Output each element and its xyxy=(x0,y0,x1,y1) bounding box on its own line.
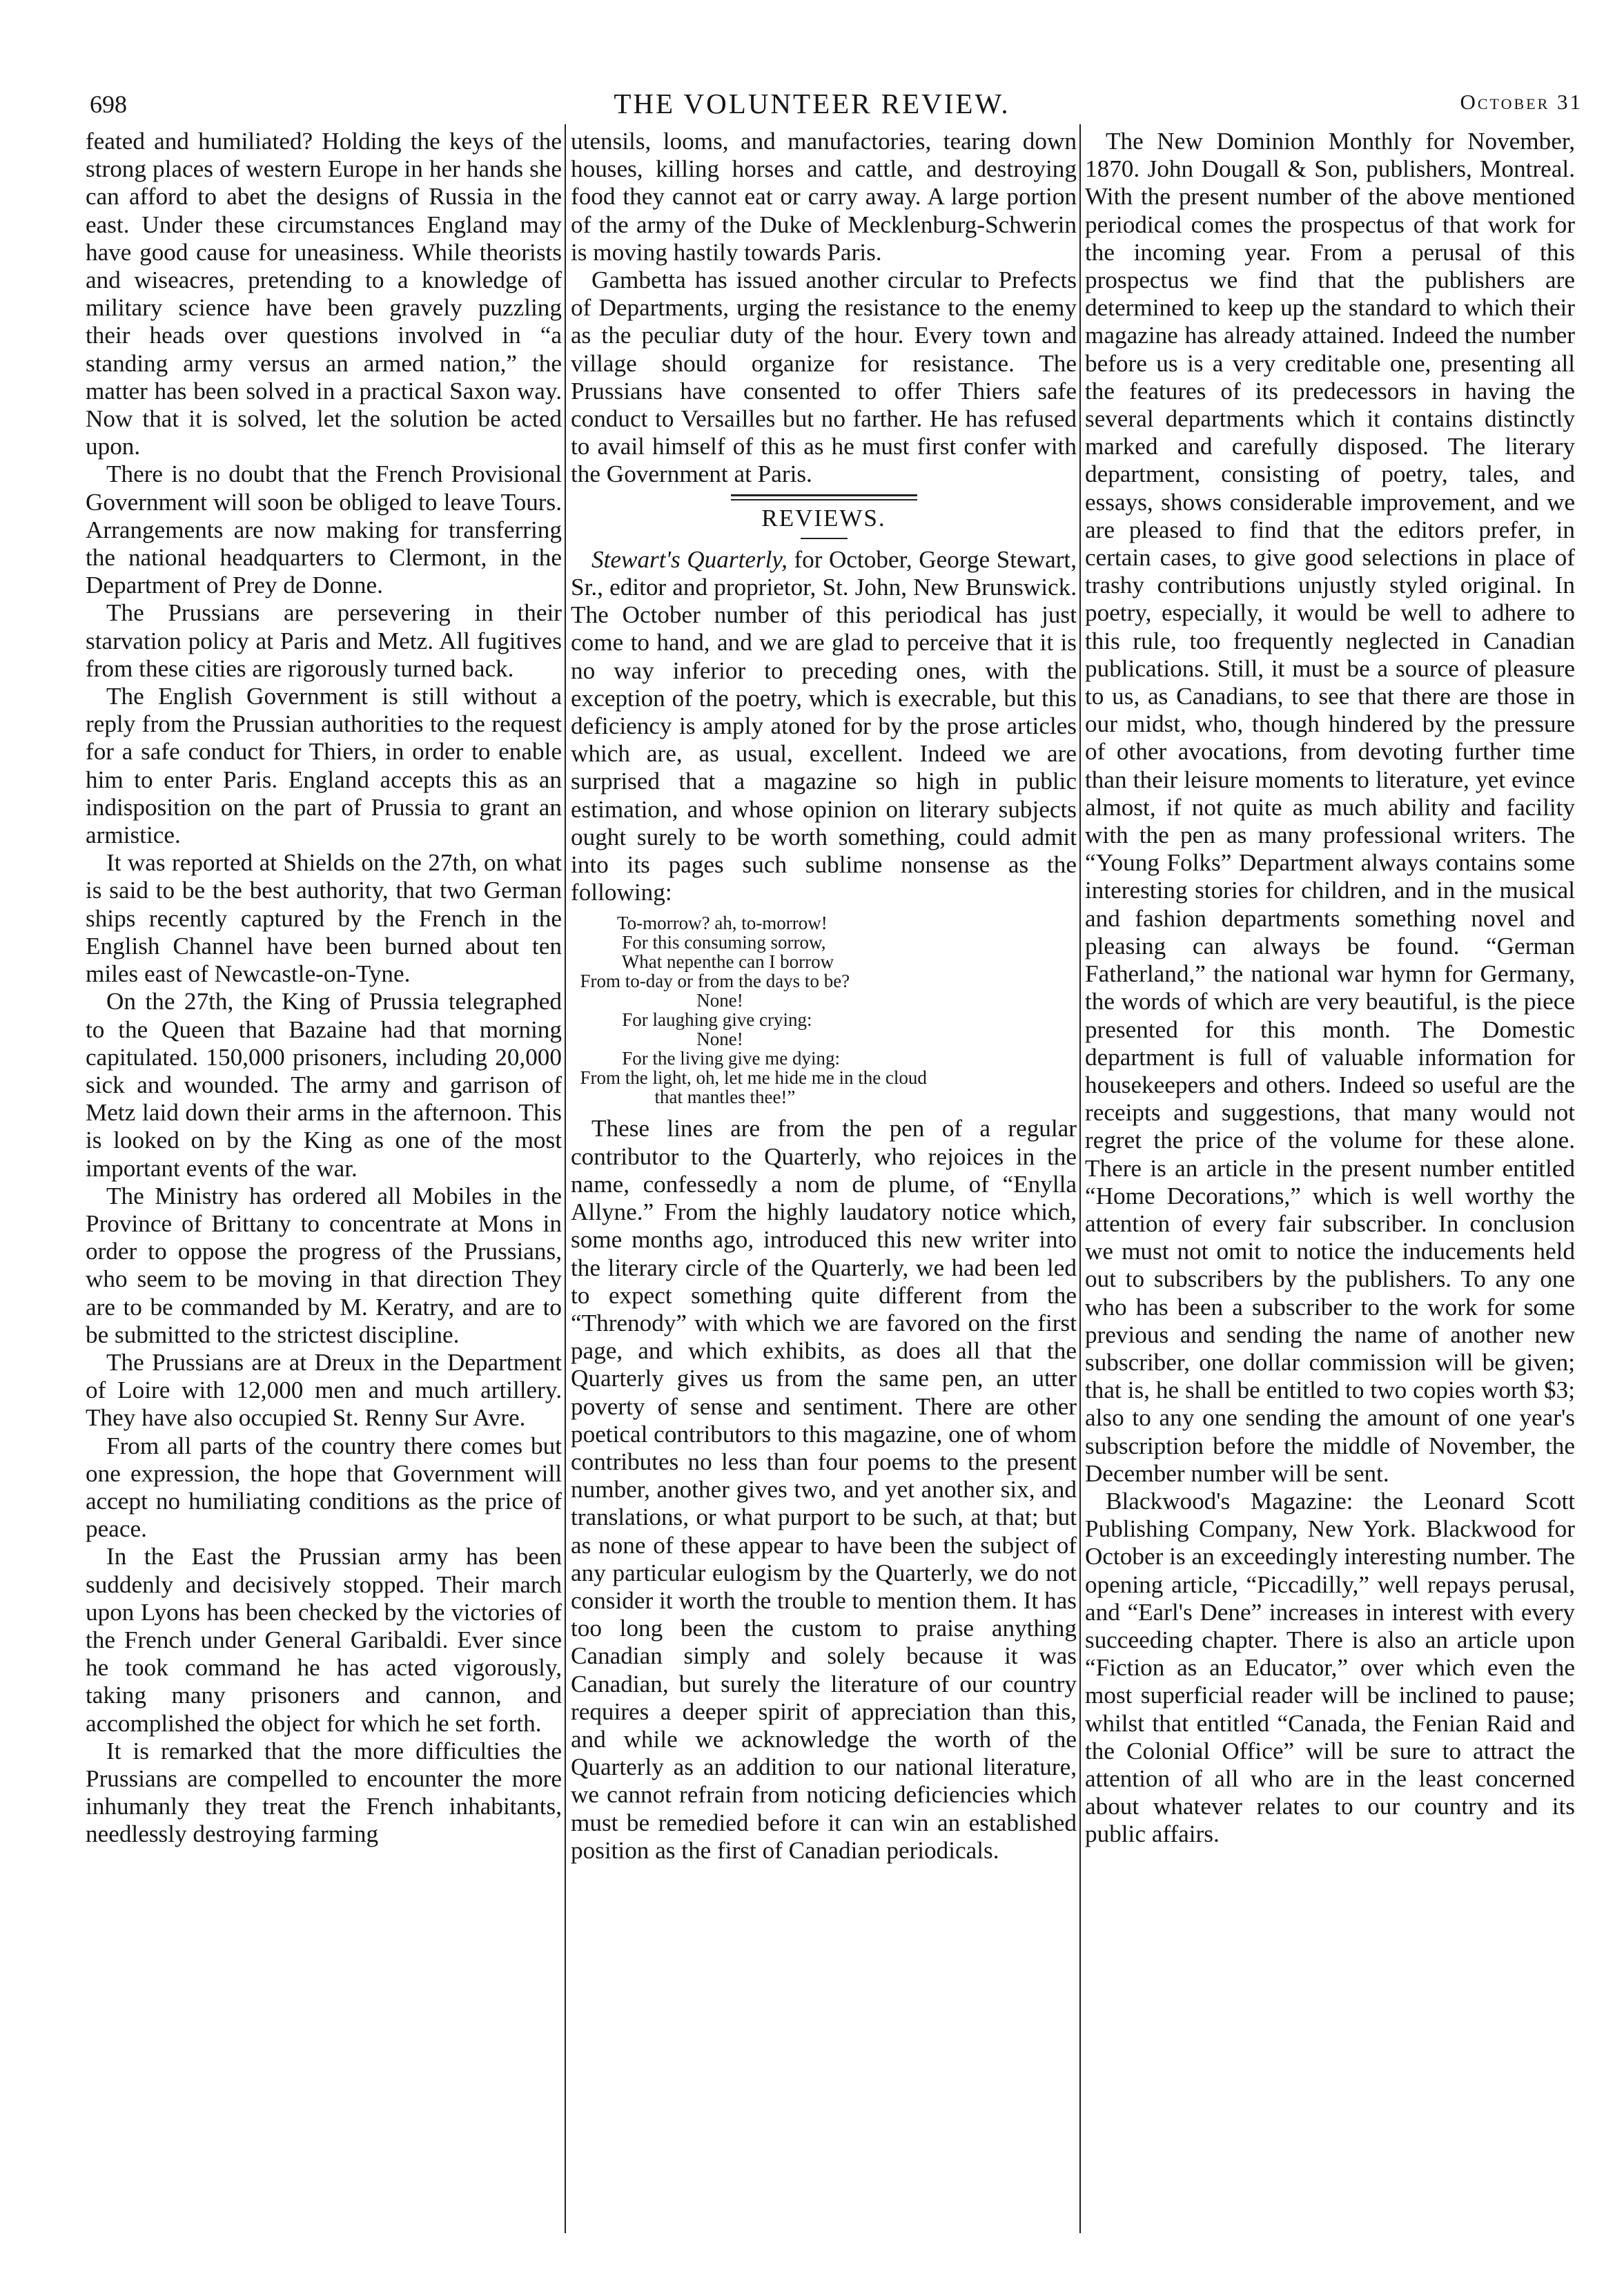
paragraph: It was reported at Shields on the 27th, on what is said to be the best authority, that two German ships recently captured by the French in the English Channel have been burned about ten miles east of Newcastle-on-Tyne. xyxy=(86,849,562,988)
review-stewarts-quarterly xyxy=(571,546,1077,907)
verse-line: None! xyxy=(571,1029,743,1050)
verse-line: For the living give me dying: xyxy=(571,1048,840,1069)
paragraph: In the East the Prussian army has been suddenly and decisively stopped. Their march upon Lyons has been checked by the victories of the French under General Garibaldi. Ever since he took command he has acted vigorously, taking many prisoners and cannon, and accomplished the object for which he set forth. xyxy=(86,1543,562,1737)
column-one xyxy=(86,128,562,1849)
verse-line: To-morrow? ah, to-morrow! xyxy=(571,913,828,934)
verse-line: From the light, oh, let me hide me in the cloud xyxy=(571,1067,927,1089)
column-divider-right xyxy=(1079,124,1081,2233)
ornament-rule xyxy=(731,494,917,496)
review-new-dominion-monthly: The New Dominion Monthly for November, 1870. John Dougall & Son, publishers, Montreal. With the present number of the above mentioned periodical comes the prospectus of that work for the incoming year. From a perusal of this prospectus we find that the publishers are determined to keep up the standard to which their magazine has already attained. Indeed the number before us is a very creditable one, presenting all the features of its predecessors in having the several departments which it contains distinctly marked and carefully disposed. The literary department, consisting of poetry, tales, and essays, shows considerable improvement, and we are pleased to find that the editors prefer, in certain cases, to give good selections in place of trashy contributions unjustly styled original. In poetry, especially, it would be well to adhere to this rule, too frequently neglected in Canadian publications. Still, it must be a source of pleasure to us, as Canadians, to see that there are those in our midst, who, though hindered by the pressure of other avocations, from devoting further time than their leisure moments to literature, yet evince almost, if not quite as much ability and facility with the pen as many professional writers. The “Young Folks” Department always contains some interesting stories for children, and in the musical and fashion departments something novel and pleasing can always be found. “German Fatherland,” the national war hymn for Germany, the words of which are very beautiful, is the piece presented for this month. The Domestic department is full of valuable information for housekeepers and others. Indeed so useful are the receipts and suggestions, that many would not regret the price of the volume for these alone. There is an article in the present number entitled “Home Decorations,” which is well worthy the attention of every fair subscriber. In conclusion we must not omit to notice the inducements held out to subscribers by the publishers. To any one who has been a subscriber to the work for some previous and sending the name of another new subscriber, one dollar commission will be given; that is, he shall be entitled to two copies worth $3; also to any one sending the amount of one year's subscription before the middle of November, the December number will be sent. xyxy=(1085,128,1575,1487)
paragraph: Gambetta has issued another circular to Prefects of Departments, urging the resistance to the enemy as the peculiar duty of the hour. Every town and village should organize for resistance. The Prussians have consented to offer Thiers safe conduct to Versailles but no farther. He has refused to avail himself of this as he must first confer with the Government at Paris. xyxy=(571,266,1077,488)
section-ornament xyxy=(571,494,1077,500)
verse-line: From to-day or from the days to be? xyxy=(571,971,850,992)
heading-rule xyxy=(801,538,848,539)
paragraph: These lines are from the pen of a regular contributor to the Quarterly, who rejoices in the name, confessedly a nom de plume, of “Enylla Allyne.” From the highly laudatory notice which, some months ago, introduced this new writer into the literary circle of the Quarterly, we had been led to expect something quite different from the “Threnody” with which we are favored on the first page, and which exhibits, as does all that the Quarterly gives us from the same pen, an utter poverty of sense and sentiment. There are other poetical contributors to this magazine, one of whom contributes no less than four poems to the present number, another gives two, and yet another six, and translations, or what purport to be such, at that; but as none of these appear to have been the subject of any particular eulogism by the Quarterly, we do not consider it worth the trouble to mention them. It has too long been the custom to praise anything Canadian simply and solely because it was Canadian, but surely the literature of our country requires a deeper spirit of appreciation than this, and while we acknowledge the worth of the Quarterly as an addition to our national literature, we cannot refrain from noticing deficiencies which must be remedied before it can win an established position as the first of Canadian periodicals. xyxy=(571,1115,1077,1864)
page-number: 698 xyxy=(90,90,127,118)
paragraph: feated and humiliated? Holding the keys of the strong places of western Europe in her hands she can afford to abet the designs of Russia in the east. Under these circumstances England may have good cause for uneasiness. While theorists and wiseacres, pretending to a knowledge of military science have been gravely puzzling their heads over questions involved in “a standing army versus an armed nation,” the matter has been solved in a practical Saxon way. Now that it is solved, let the solution be acted upon. xyxy=(86,128,562,460)
page-header xyxy=(0,0,1624,121)
issue-date: October 31 xyxy=(1460,90,1583,114)
paragraph: On the 27th, the King of Prussia telegraphed to the Queen that Bazaine had that morning capitulated. 150,000 prisoners, including 20,000 sick and wounded. The army and garrison of Metz laid down their arms in the afternoon. This is looked on by the King as one of the most important events of the war. xyxy=(86,988,562,1182)
column-three xyxy=(1085,128,1575,1849)
verse-line: that mantles thee!” xyxy=(571,1087,796,1108)
ornament-rule xyxy=(731,499,917,500)
quoted-verse xyxy=(571,913,1077,1107)
column-divider-left xyxy=(565,124,566,2233)
paragraph: The Ministry has ordered all Mobiles in the Province of Brittany to concentrate at Mons in order to oppose the progress of the Prussians, who seem to be moving in that direction They are to be commanded by M. Keratry, and are to be submitted to the strictest discipline. xyxy=(86,1182,562,1348)
review-intro: for October, George Stewart, Sr., editor and proprietor, St. John, New Brunswick. The October number of this periodical has just come to hand, and we are glad to perceive that it is no way inferior to preceding ones, with the exception of the poetry, which is execrable, but this deficiency is amply atoned for by the prose articles which are, as usual, excellent. Indeed we are surprised that a magazine so high in public estimation, and whose opinion on literary subjects ought surely to be worth something, could admit into its pages such sublime nonsense as the following: xyxy=(571,545,1077,906)
verse-line: None! xyxy=(571,990,743,1011)
review-blackwoods-magazine: Blackwood's Magazine: the Leonard Scott Publishing Company, New York. Blackwood for October is an exceedingly interesting number. The opening article, “Piccadilly,” well repays perusal, and “Earl's Dene” increases in interest with every succeeding chapter. There is also an article upon “Fiction as an Educator,” over which even the most superficial reader will be inclined to pause; whilst that entitled “Canada, the Fenian Raid and the Colonial Office” will be sure to attract the attention of all who are in the least concerned about whatever relates to our country and its public affairs. xyxy=(1085,1487,1575,1848)
review-title: Stewart's Quarterly, xyxy=(591,545,787,573)
paragraph: The English Government is still without a reply from the Prussian authorities to the request for a safe conduct for Thiers, in order to enable him to enter Paris. England accepts this as an indisposition on the part of Prussia to grant an armistice. xyxy=(86,683,562,849)
paragraph: From all parts of the country there comes but one expression, the hope that Government will accept no humiliating conditions as the price of peace. xyxy=(86,1432,562,1543)
paragraph: The Prussians are persevering in their starvation policy at Paris and Metz. All fugitives from these cities are rigorously turned back. xyxy=(86,599,562,682)
verse-line: For laughing give crying: xyxy=(571,1009,812,1031)
paragraph: The Prussians are at Dreux in the Department of Loire with 12,000 men and much artillery. They have also occupied St. Renny Sur Avre. xyxy=(86,1348,562,1432)
verse-line: What nepenthe can I borrow xyxy=(571,951,834,973)
column-two xyxy=(571,128,1077,1865)
paragraph: It is remarked that the more difficulties the Prussians are compelled to encounter the more inhumanly they treat the French inhabitants, needlessly destroying farming xyxy=(86,1737,562,1848)
reviews-heading: REVIEWS. xyxy=(761,504,886,532)
paragraph: There is no doubt that the French Provisional Government will soon be obliged to leave Tours. Arrangements are now making for transferring the national headquarters to Clermont, in the Department of Prey de Donne. xyxy=(86,460,562,599)
paragraph: utensils, looms, and manufactories, tearing down houses, killing horses and cattle, and destroying food they cannot eat or carry away. A large portion of the army of the Duke of Mecklenburg-Schwerin is moving hastily towards Paris. xyxy=(571,128,1077,266)
verse-line: For this consuming sorrow, xyxy=(571,932,826,953)
running-title: THE VOLUNTEER REVIEW. xyxy=(614,88,1010,119)
